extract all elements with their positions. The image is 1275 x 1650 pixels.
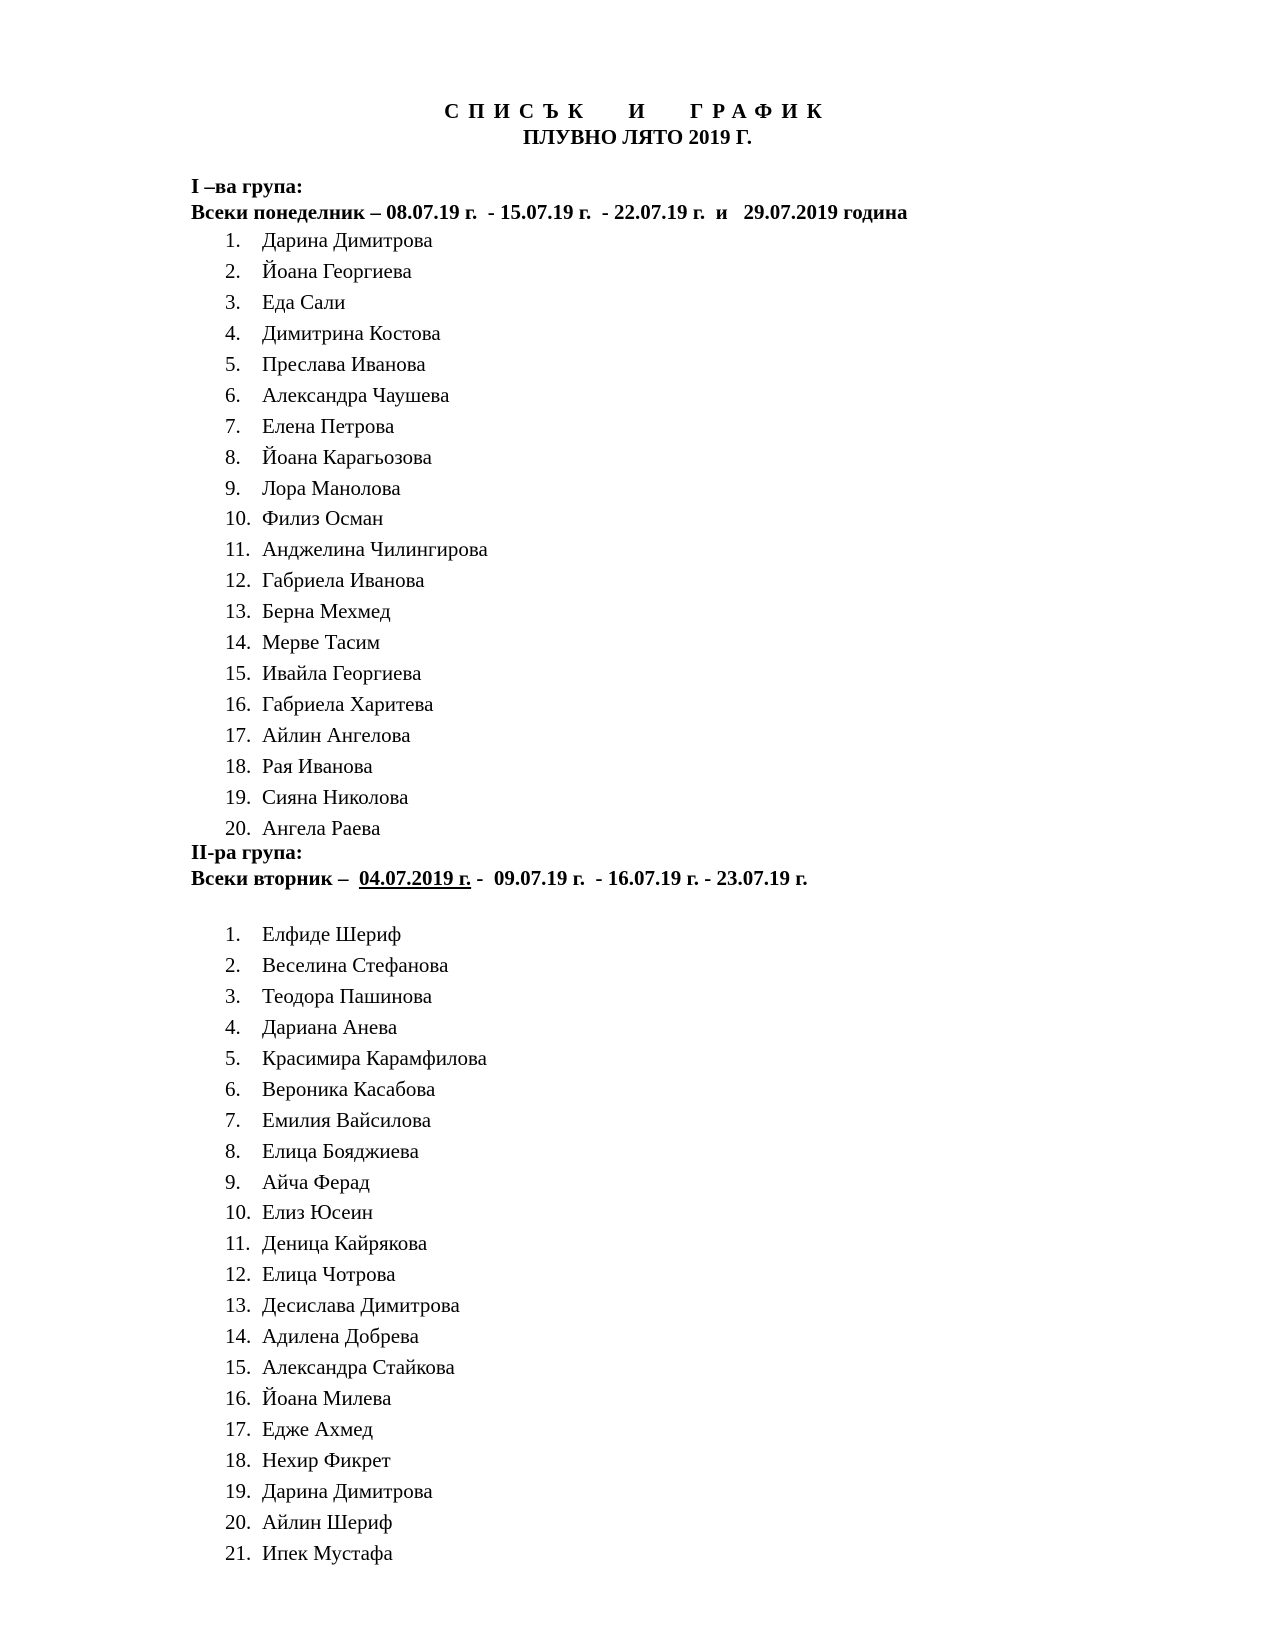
list-item-name: Рая Иванова <box>262 753 373 778</box>
list-item-number: 6. <box>225 1076 241 1101</box>
group1-schedule: Всеки понеделник – 08.07.19 г. - 15.07.19 г. - 22.07.19 г. и 29.07.2019 година <box>191 200 908 224</box>
list-item-name: Еда Сали <box>262 289 346 314</box>
list-item-number: 4. <box>225 320 241 345</box>
list-item-number: 2. <box>225 952 241 977</box>
list-item-number: 7. <box>225 413 241 438</box>
list-item <box>225 1324 487 1355</box>
list-item <box>225 383 488 414</box>
list-item-name: Филиз Осман <box>262 506 384 531</box>
list-item-number: 15. <box>225 1355 252 1380</box>
list-item-number: 17. <box>225 1417 252 1441</box>
list-item-name: Анджелина Чилингирова <box>262 537 488 562</box>
list-item-number: 1. <box>225 922 241 946</box>
list-item-name: Емилия Вайсилова <box>262 1107 432 1132</box>
list-item-name: Адилена Добрева <box>262 1324 419 1349</box>
group2-schedule-prefix: Всеки вторник – <box>191 866 359 890</box>
list-item-name: Красимира Карамфилова <box>262 1045 487 1070</box>
list-item-name: Елена Петрова <box>262 413 395 438</box>
list-item-name: Йоана Карагьозова <box>262 444 432 469</box>
list-item-number: 9. <box>225 475 241 500</box>
list-item-name: Дариана Анева <box>262 1014 398 1039</box>
list-item-number: 20. <box>225 1509 252 1534</box>
list-item <box>225 568 488 599</box>
list-item-number: 19. <box>225 784 252 809</box>
group1-label: I –ва група: <box>191 174 304 198</box>
list-item <box>225 785 488 816</box>
list-item-name: Айлин Шериф <box>262 1509 393 1534</box>
list-item-name: Елица Чотрова <box>262 1262 396 1287</box>
document-title: СПИСЪК И ГРАФИК <box>444 99 831 123</box>
list-item <box>225 953 487 984</box>
list-item-number: 14. <box>225 630 252 655</box>
list-item <box>225 228 488 259</box>
list-item-number: 13. <box>225 1293 252 1318</box>
list-item-name: Берна Мехмед <box>262 599 391 624</box>
list-item-number: 11. <box>225 1231 251 1256</box>
group2-member-list <box>225 922 487 1572</box>
list-item-number: 11. <box>225 537 251 562</box>
list-item <box>225 414 488 445</box>
list-item <box>225 1262 487 1293</box>
list-item-number: 3. <box>225 289 241 314</box>
list-item <box>225 1200 487 1231</box>
list-item-name: Габриела Харитева <box>262 692 434 717</box>
list-item-name: Айлин Ангелова <box>262 723 411 747</box>
list-item-number: 18. <box>225 753 252 778</box>
list-item-name: Йоана Милева <box>262 1386 392 1411</box>
list-item-name: Вероника Касабова <box>262 1076 436 1101</box>
list-item-name: Ивайла Георгиева <box>262 661 422 686</box>
list-item <box>225 506 488 537</box>
list-item <box>225 476 488 507</box>
list-item-number: 8. <box>225 444 241 469</box>
list-item <box>225 537 488 568</box>
list-item-number: 5. <box>225 351 241 376</box>
list-item <box>225 1355 487 1386</box>
list-item <box>225 692 488 723</box>
list-item <box>225 1108 487 1139</box>
list-item <box>225 1015 487 1046</box>
list-item <box>225 445 488 476</box>
list-item-number: 9. <box>225 1169 241 1194</box>
list-item-name: Ангела Раева <box>262 815 381 840</box>
list-item-number: 7. <box>225 1107 241 1132</box>
list-item-name: Нехир Фикрет <box>262 1447 391 1472</box>
list-item <box>225 1293 487 1324</box>
list-item-number: 10. <box>225 1200 252 1225</box>
list-item-name: Сияна Николова <box>262 784 409 809</box>
list-item-name: Димитрина Костова <box>262 320 441 345</box>
list-item-name: Дарина Димитрова <box>262 1478 433 1503</box>
list-item <box>225 1046 487 1077</box>
list-item-number: 10. <box>225 506 252 531</box>
list-item-name: Дарина Димитрова <box>262 228 433 252</box>
list-item-number: 21. <box>225 1540 252 1565</box>
group2-label: II-ра група: <box>191 840 303 864</box>
list-item-name: Теодора Пашинова <box>262 983 433 1008</box>
list-item-number: 5. <box>225 1045 241 1070</box>
list-item-name: Едже Ахмед <box>262 1417 373 1441</box>
list-item-number: 14. <box>225 1324 252 1349</box>
list-item-name: Лора Манолова <box>262 475 401 500</box>
list-item-number: 6. <box>225 382 241 407</box>
list-item-name: Ипек Мустафа <box>262 1540 393 1565</box>
list-item-number: 4. <box>225 1014 241 1039</box>
list-item <box>225 321 488 352</box>
list-item <box>225 1541 487 1572</box>
group2-schedule-rest: - 09.07.19 г. - 16.07.19 г. - 23.07.19 г. <box>471 866 808 890</box>
list-item <box>225 290 488 321</box>
list-item-number: 16. <box>225 1386 252 1411</box>
list-item <box>225 1417 487 1448</box>
list-item <box>225 1510 487 1541</box>
list-item <box>225 1170 487 1201</box>
list-item-name: Айча Ферад <box>262 1169 370 1194</box>
list-item-name: Елфиде Шериф <box>262 922 402 946</box>
list-item <box>225 1479 487 1510</box>
group2-schedule <box>191 866 808 890</box>
list-item-number: 13. <box>225 599 252 624</box>
list-item <box>225 1386 487 1417</box>
list-item-name: Преслава Иванова <box>262 351 426 376</box>
list-item-name: Деница Кайрякова <box>262 1231 428 1256</box>
list-item <box>225 259 488 290</box>
list-item-number: 1. <box>225 228 241 252</box>
list-item-name: Десислава Димитрова <box>262 1293 460 1318</box>
list-item-number: 12. <box>225 1262 252 1287</box>
list-item <box>225 754 488 785</box>
list-item <box>225 1231 487 1262</box>
list-item <box>225 922 487 953</box>
list-item <box>225 352 488 383</box>
list-item <box>225 1139 487 1170</box>
group2-schedule-first-date: 04.07.2019 г. <box>358 866 472 890</box>
list-item <box>225 599 488 630</box>
list-item-name: Йоана Георгиева <box>262 258 412 283</box>
list-item-number: 3. <box>225 983 241 1008</box>
list-item-name: Александра Чаушева <box>262 382 450 407</box>
list-item-number: 12. <box>225 568 252 593</box>
list-item-name: Александра Стайкова <box>262 1355 455 1380</box>
list-item <box>225 723 488 754</box>
list-item-name: Веселина Стефанова <box>262 952 449 977</box>
list-item-number: 18. <box>225 1447 252 1472</box>
list-item-number: 15. <box>225 661 252 686</box>
list-item-name: Елиз Юсеин <box>262 1200 374 1225</box>
list-item-number: 8. <box>225 1138 241 1163</box>
list-item-number: 16. <box>225 692 252 717</box>
list-item <box>225 1448 487 1479</box>
list-item <box>225 984 487 1015</box>
list-item-name: Габриела Иванова <box>262 568 425 593</box>
list-item <box>225 1077 487 1108</box>
list-item-name: Елица Бояджиева <box>262 1138 419 1163</box>
document-subtitle: ПЛУВНО ЛЯТО 2019 Г. <box>523 125 752 149</box>
list-item-number: 2. <box>225 258 241 283</box>
list-item-number: 19. <box>225 1478 252 1503</box>
list-item <box>225 661 488 692</box>
list-item-name: Мерве Тасим <box>262 630 381 655</box>
list-item-number: 17. <box>225 723 252 747</box>
list-item-number: 20. <box>225 815 252 840</box>
group1-member-list <box>225 228 488 847</box>
list-item <box>225 630 488 661</box>
